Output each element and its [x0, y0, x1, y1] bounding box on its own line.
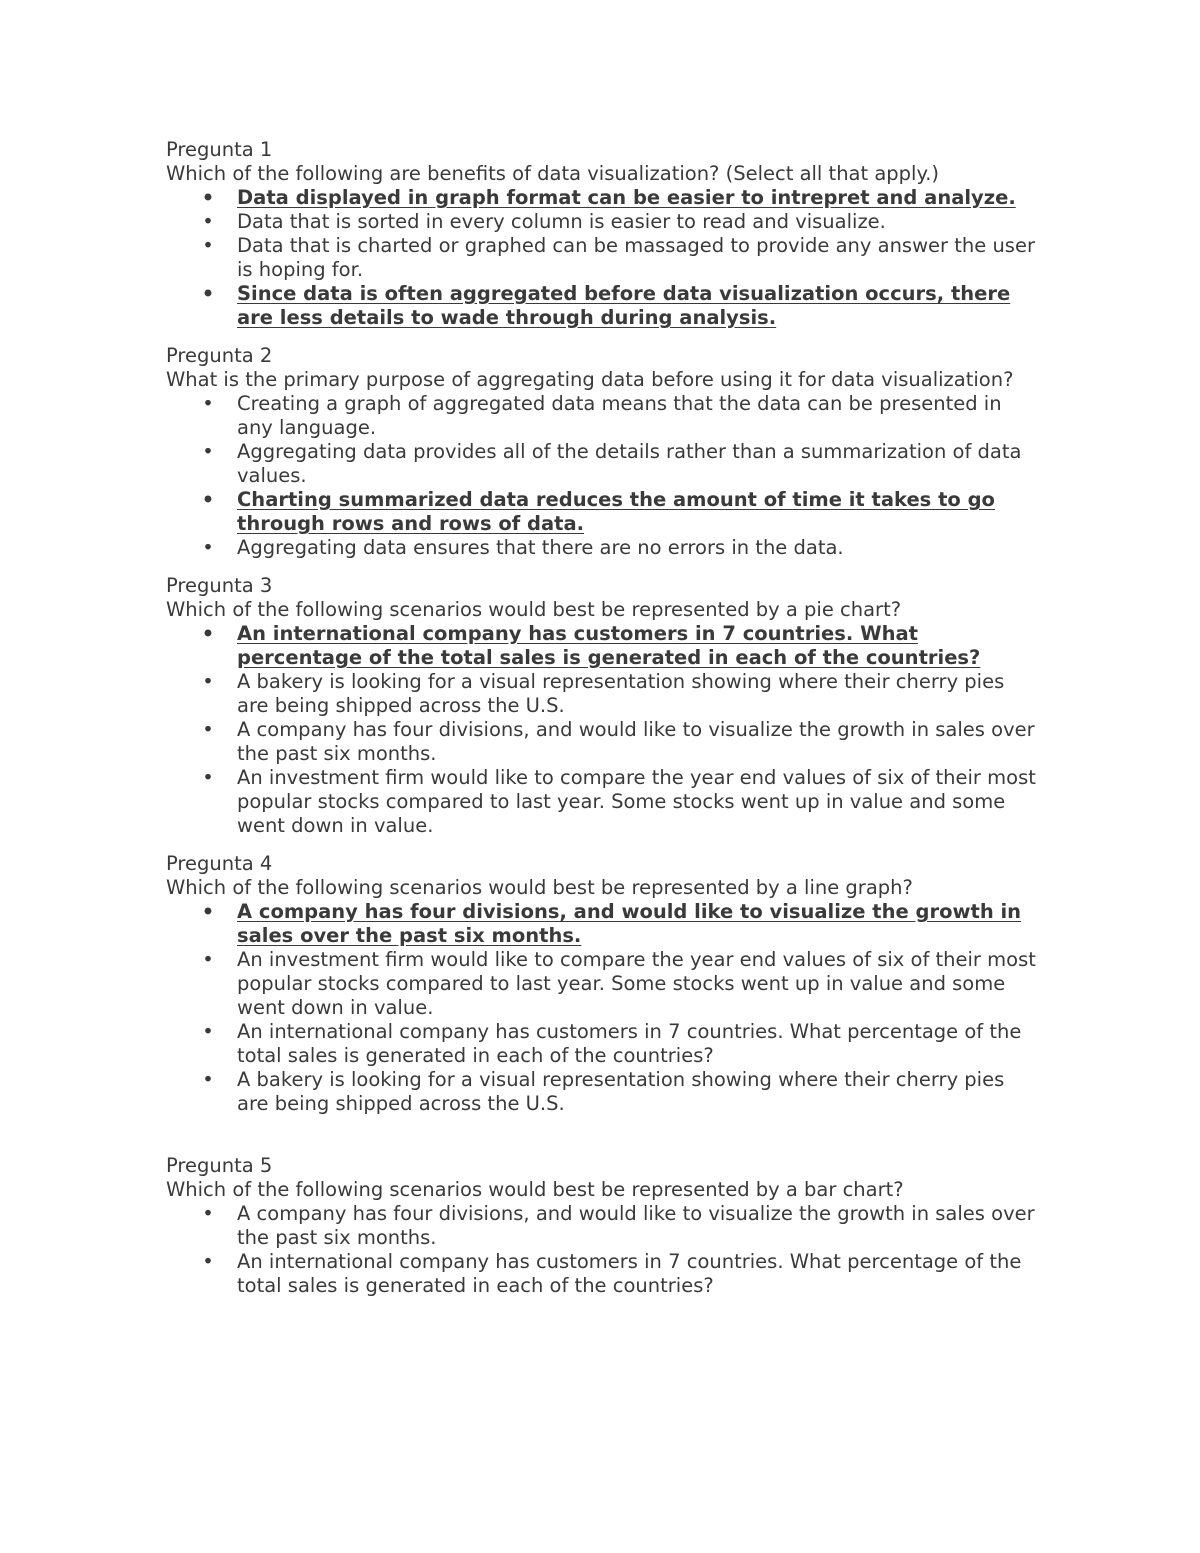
bullet-icon: • [202, 718, 214, 741]
question-text: Which of the following scenarios would best be represented by a line graph? [166, 876, 913, 899]
answer-option [166, 1202, 1036, 1250]
answer-text: An investment firm would like to compare the year end values of six of their most popular stocks compared to last year. Some stocks went up in value and some went down in value. [237, 766, 1036, 837]
answer-option [166, 766, 1036, 838]
question-3 [166, 574, 1036, 838]
bullet-icon: • [202, 536, 214, 559]
answer-list [166, 1202, 1036, 1298]
answer-option [166, 1020, 1036, 1068]
bullet-icon: • [201, 282, 215, 305]
bullet-icon: • [202, 1202, 214, 1225]
answer-text: An international company has customers in 7 countries. What percentage of the total sales is generated in each of the countries? [237, 622, 981, 669]
question-2 [166, 344, 1036, 560]
question-text: What is the primary purpose of aggregating data before using it for data visualization? [166, 368, 1014, 391]
answer-text: Aggregating data provides all of the details rather than a summarization of data values. [237, 440, 1022, 487]
answer-option-correct [166, 488, 1036, 536]
bullet-icon: • [202, 670, 214, 693]
answer-list [166, 392, 1036, 560]
answer-list [166, 900, 1036, 1116]
bullet-icon: • [202, 440, 214, 463]
answer-text: A company has four divisions, and would like to visualize the growth in sales over the past six months. [237, 1202, 1035, 1249]
answer-option [166, 948, 1036, 1020]
bullet-icon: • [202, 766, 214, 789]
answer-option [166, 1068, 1036, 1116]
answer-text: An international company has customers in 7 countries. What percentage of the total sales is generated in each of the countries? [237, 1250, 1022, 1297]
question-heading: Pregunta 3 [166, 574, 273, 597]
question-text: Which of the following scenarios would best be represented by a pie chart? [166, 598, 902, 621]
document-body [166, 138, 1036, 1298]
answer-text: Aggregating data ensures that there are no errors in the data. [237, 536, 844, 559]
bullet-icon: • [202, 1250, 214, 1273]
bullet-icon: • [202, 234, 214, 257]
answer-text: A bakery is looking for a visual representation showing where their cherry pies are being shipped across the U.S. [237, 1068, 1005, 1115]
answer-option [166, 392, 1036, 440]
question-heading: Pregunta 2 [166, 344, 273, 367]
bullet-icon: • [201, 900, 215, 923]
question-text: Which of the following are benefits of data visualization? (Select all that apply.) [166, 162, 940, 185]
bullet-icon: • [202, 1068, 214, 1091]
answer-option [166, 234, 1036, 282]
answer-option [166, 210, 1036, 234]
question-1 [166, 138, 1036, 330]
answer-text: Charting summarized data reduces the amount of time it takes to go through rows and rows of data. [237, 488, 995, 535]
bullet-icon: • [202, 948, 214, 971]
question-text: Which of the following scenarios would best be represented by a bar chart? [166, 1178, 904, 1201]
question-4 [166, 852, 1036, 1116]
bullet-icon: • [201, 488, 215, 511]
answer-option [166, 1250, 1036, 1298]
answer-option-correct [166, 900, 1036, 948]
answer-list [166, 622, 1036, 838]
question-heading: Pregunta 1 [166, 138, 273, 161]
answer-text: A company has four divisions, and would like to visualize the growth in sales over the past six months. [237, 900, 1022, 947]
bullet-icon: • [202, 210, 214, 233]
answer-list [166, 186, 1036, 330]
bullet-icon: • [202, 392, 214, 415]
answer-option [166, 536, 1036, 560]
question-heading: Pregunta 4 [166, 852, 273, 875]
bullet-icon: • [201, 622, 215, 645]
answer-text: An investment firm would like to compare the year end values of six of their most popular stocks compared to last year. Some stocks went up in value and some went down in value. [237, 948, 1036, 1019]
answer-text: A company has four divisions, and would like to visualize the growth in sales over the past six months. [237, 718, 1035, 765]
bullet-icon: • [202, 1020, 214, 1043]
answer-option-correct [166, 186, 1036, 210]
answer-text: Data that is charted or graphed can be massaged to provide any answer the user is hoping for. [237, 234, 1035, 281]
answer-option-correct [166, 622, 1036, 670]
answer-option [166, 670, 1036, 718]
answer-option-correct [166, 282, 1036, 330]
question-heading: Pregunta 5 [166, 1154, 273, 1177]
answer-text: Creating a graph of aggregated data means that the data can be presented in any language. [237, 392, 1002, 439]
answer-option [166, 440, 1036, 488]
answer-text: Since data is often aggregated before data visualization occurs, there are less details to wade through during analysis. [237, 282, 1011, 329]
bullet-icon: • [201, 186, 215, 209]
answer-text: Data that is sorted in every column is easier to read and visualize. [237, 210, 886, 233]
answer-text: Data displayed in graph format can be easier to intrepret and analyze. [237, 186, 1016, 209]
answer-text: An international company has customers in 7 countries. What percentage of the total sales is generated in each of the countries? [237, 1020, 1022, 1067]
question-5 [166, 1154, 1036, 1298]
answer-option [166, 718, 1036, 766]
answer-text: A bakery is looking for a visual representation showing where their cherry pies are being shipped across the U.S. [237, 670, 1005, 717]
